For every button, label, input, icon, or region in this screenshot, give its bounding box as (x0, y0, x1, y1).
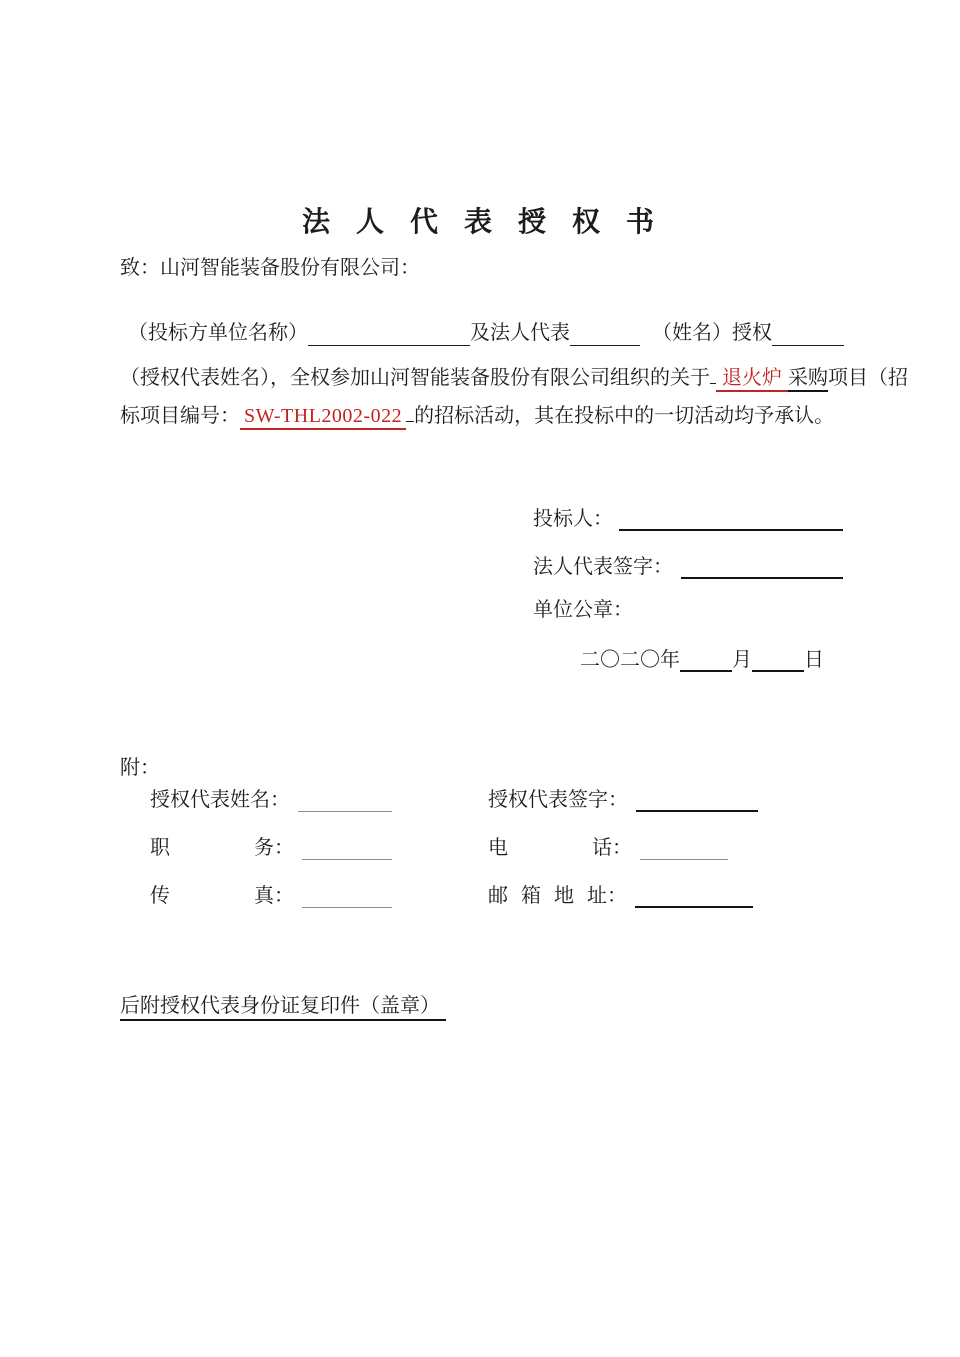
fax-label-b: 真： (254, 885, 294, 907)
attachment-heading: 附： (120, 757, 160, 779)
company-seal-label: 单位公章： (533, 599, 633, 621)
paragraph-line-1 (128, 320, 844, 346)
date-month-blank (680, 648, 732, 672)
fax-field (150, 879, 392, 908)
paragraph-line2-text: （授权代表姓名），全权参加山河智能装备股份有限公司组织的关于 (120, 367, 710, 389)
bidder-signature-row (533, 502, 843, 531)
authorized-name-blank (772, 323, 844, 346)
footer-note: 后附授权代表身份证复印件（盖章） (120, 995, 446, 1021)
paragraph-line3-tail: 的招标活动，其在投标中的一切活动均予承认。 (414, 405, 835, 427)
bidder-label: 投标人： (533, 508, 613, 530)
small-blank (406, 399, 414, 422)
tender-number-label: 标项目编号： (120, 405, 240, 427)
date-month-label: 月 (732, 649, 752, 671)
paragraph-line2-tail: 项目（招 (828, 367, 908, 389)
position-blank (302, 837, 392, 860)
document-title: 法 人 代 表 授 权 书 (301, 207, 658, 238)
email-label: 邮 箱 地 址： (488, 885, 627, 907)
phone-field (488, 831, 728, 860)
rep-name-label: 授权代表姓名： (150, 789, 290, 811)
attachment-row-2 (0, 831, 960, 859)
rep-sign-label: 授权代表签字： (488, 789, 628, 811)
bidder-unit-name-blank (308, 323, 470, 346)
position-field (150, 831, 392, 860)
phone-blank (640, 837, 728, 860)
date-row (580, 643, 824, 672)
position-label-b: 务： (254, 837, 294, 859)
fax-label-a: 传 (150, 885, 170, 907)
tender-number-value: SW-THL2002-022 (240, 405, 406, 430)
position-label-a: 职 (150, 837, 170, 859)
attachment-row-1 (0, 783, 960, 811)
email-field (488, 879, 753, 908)
fax-blank (302, 885, 392, 908)
email-blank (635, 884, 753, 908)
paragraph-line-3 (120, 399, 834, 429)
rep-sign-blank (636, 788, 758, 812)
legal-rep-signature-row (533, 550, 843, 579)
procurement-word: 采购 (788, 367, 828, 392)
date-year-label: 二〇二〇年 (580, 649, 680, 671)
legal-rep-signature-blank (681, 555, 843, 579)
footer-note-row (120, 993, 446, 1019)
phone-label-b: 话： (592, 837, 632, 859)
rep-name-blank (298, 789, 392, 812)
bidder-unit-name-label: （投标方单位名称） (128, 322, 308, 344)
rep-sign-field (488, 783, 758, 812)
project-name-highlight: 退火炉 (716, 367, 788, 392)
legal-rep-sign-label: 法人代表签字： (533, 556, 673, 578)
paragraph-line-2 (120, 361, 908, 391)
salutation: 致：山河智能装备股份有限公司： (120, 257, 420, 279)
rep-name-field (150, 783, 392, 812)
date-day-label: 日 (804, 649, 824, 671)
legal-rep-name-blank (570, 323, 640, 346)
attachment-row-3 (0, 879, 960, 907)
phone-label-a: 电 (488, 837, 508, 859)
bidder-signature-blank (619, 507, 843, 531)
name-authorize-label: （姓名）授权 (652, 322, 772, 344)
and-legal-rep-label: 及法人代表 (470, 322, 570, 344)
date-day-blank (752, 648, 804, 672)
